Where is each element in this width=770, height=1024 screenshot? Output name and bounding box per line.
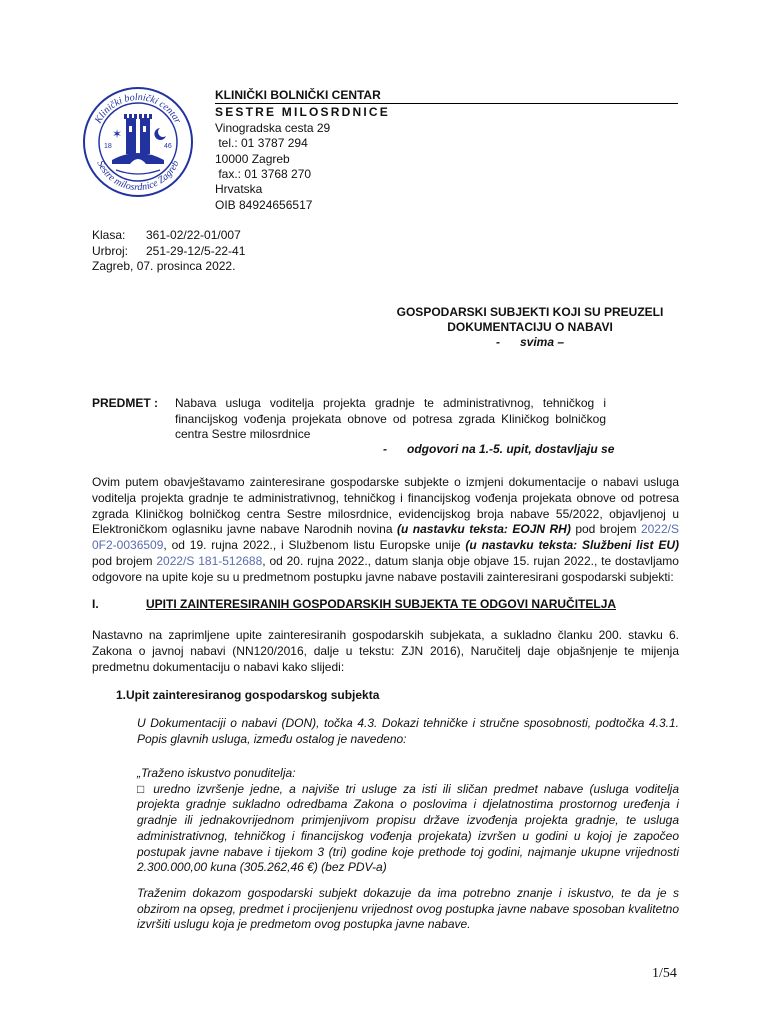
section-heading [92,597,616,611]
question-paragraph-3: Traženim dokazom gospodarski subjekt dokazuje da ima potrebno znanje i iskustvo, te da je s obzirom na opseg, predmet i procijenjenu vrijednost ovog postupka javne nabave sposoban kvalitetno izvršiti uslugu koja je predmetom ovog postupka javne nabave. [137,886,679,932]
intro-text: Ovim putem obavještavamo zainteresirane gospodarske subjekte o izmjeni dokumentacije o nabavi usluga voditelja projekta gradnje te administrativnog, tehničkog i financijskog vođenja projekata obnove od potresa zgrada Kliničkog bolničkog centra Sestre milosrdnice, evidencijskog broja nabave 55/2022, objavljenoj u Elektroničkom oglasniku javne nabave Narodnih novina [92,475,679,537]
intro-eojn-note: (u nastavku teksta: EOJN RH) [396,522,571,537]
reference-block [92,228,245,275]
recipient-line-1: GOSPODARSKI SUBJEKTI KOJI SU PREUZELI [396,305,664,319]
hospital-logo [82,86,194,198]
recipient-line-2: DOKUMENTACIJU O NABAVI [447,320,613,335]
svg-text:✶: ✶ [112,127,123,141]
urbroj-label: Urbroj: [92,243,129,258]
logo-text-top: Klinički bolnički centar [93,91,184,126]
letter-date: Zagreb, 07. prosinca 2022. [92,259,236,274]
quote-body-text: uredno izvršenje jedne, a najviše tri usluge za isti ili sličan predmet nabave (usluga voditelja projekta gradnje sukladno odredbama Zakona o poslovima i djelatnostima prostornog uređenja i gradnje ili jednakovrijednom primjenjivom propisu države izvođenja projekta gradnje, te usluga administrativnog, tehničkog i financijskog vođenja projekata) izvršen u godini u kojoj je započeo postupak javne nabave i tijekom 3 (tri) godine koje prethode toj godini, najmanje ukupne vrijednosti 2.300.000,00 kuna (305.262,46 €) (bez PDV-a) [137,781,679,875]
page-number: 1/54 [652,966,677,981]
logo-year-right: 46 [164,143,172,150]
eu-notice-link[interactable]: 2022/S 181-512688 [156,553,263,568]
recipient-block [372,305,688,351]
logo-text-bottom: Sestre milosrdnice Zagreb [94,158,182,194]
intro-text: pod brojem [92,553,157,568]
subject-label: PREDMET : [92,396,158,410]
quote-body: □ uredno izvršenje jedne, a najviše tri usluge za isti ili sličan predmet nabave (usluga voditelja projekta gradnje sukladno odredbama Zakona o poslovima i djelatnostima prostornog uređenja i gradnje ili jednakovrijednom primjenjivom propisu države izvođenja projekta gradnje, te usluga administrativnog, tehničkog i financijskog vođenja projekata) izvršen u godini u kojoj je započeo postupak javne nabave i tijekom 3 (tri) godine koje prethode toj godini, najmanje ukupne vrijednosti 2.300.000,00 kuna (305.262,46 €) (bez PDV-a) [137,781,679,875]
section-intro: Nastavno na zaprimljene upite zainteresiranih gospodarskih subjekata, a sukladno članku 200. stavku 6. Zakona o javnoj nabavi (NN120/2016, dalje u tekstu: ZJN 2016), Naručitelj daje objašnjenje te mijenja predmetnu dokumentaciju o nabavi kako slijedi: [92,628,679,674]
telephone: tel.: 01 3787 294 [215,136,308,151]
intro-text: , od 19. rujna 2022., i Službenom listu Europske unije [163,538,466,553]
intro-eu-note: (u nastavku teksta: Službeni list EU) [465,538,680,553]
intro-text: , od 20. rujna 2022., datum slanja obje objave 15. rujan 2022., te dostavljamo odgovore na upite koje su u predmetnom postupku javne nabave postavili zainteresirani gospodarski subjekti: [92,553,679,584]
question-heading: 1.Upit zainteresiranog gospodarskog subjekta [116,688,380,702]
postal-city: 10000 Zagreb [215,151,290,166]
institution-name: KLINIČKI BOLNIČKI CENTAR [215,88,381,102]
subject-text: Nabava usluga voditelja projekta gradnje te administrativnog, tehničkog i financijskog vođenja projekata obnove od potresa zgrada Kliničkog bolničkog centra Sestre milosrdnice [175,396,606,442]
address: Vinogradska cesta 29 [215,120,331,135]
letterhead [215,88,678,213]
oib: OIB 84924656517 [215,197,313,212]
section-title: UPITI ZAINTERESIRANIH GOSPODARSKIH SUBJEKTA TE ODGOVI NARUČITELJA [146,597,617,611]
fax: fax.: 01 3768 270 [215,167,312,182]
section-number: I. [92,597,99,611]
klasa-value: 361-02/22-01/007 [146,228,241,242]
urbroj-value: 251-29-12/5-22-41 [146,243,246,258]
institution-subtitle: SESTRE MILOSRDNICE [215,103,678,120]
question-quote [137,766,679,876]
logo-year-left: 18 [104,143,112,150]
country: Hrvatska [215,182,263,197]
klasa-label: Klasa: [92,228,126,242]
eojn-notice-link[interactable]: 2022/S 0F2-0036509 [92,522,679,553]
subject-answers-note: - odgovori na 1.-5. upit, dostavljaju se [383,442,615,456]
question-paragraph-1: U Dokumentaciji o nabavi (DON), točka 4.3. Dokazi tehničke i stručne sposobnosti, podtočka 4.3.1. Popis glavnih usluga, između ostalog je navedeno: [137,716,679,746]
intro-text: pod brojem [570,522,641,537]
intro-paragraph [92,475,679,586]
quote-intro: „Traženo iskustvo ponuditelja: [137,766,296,780]
recipient-line-3: - svima – [495,335,565,350]
